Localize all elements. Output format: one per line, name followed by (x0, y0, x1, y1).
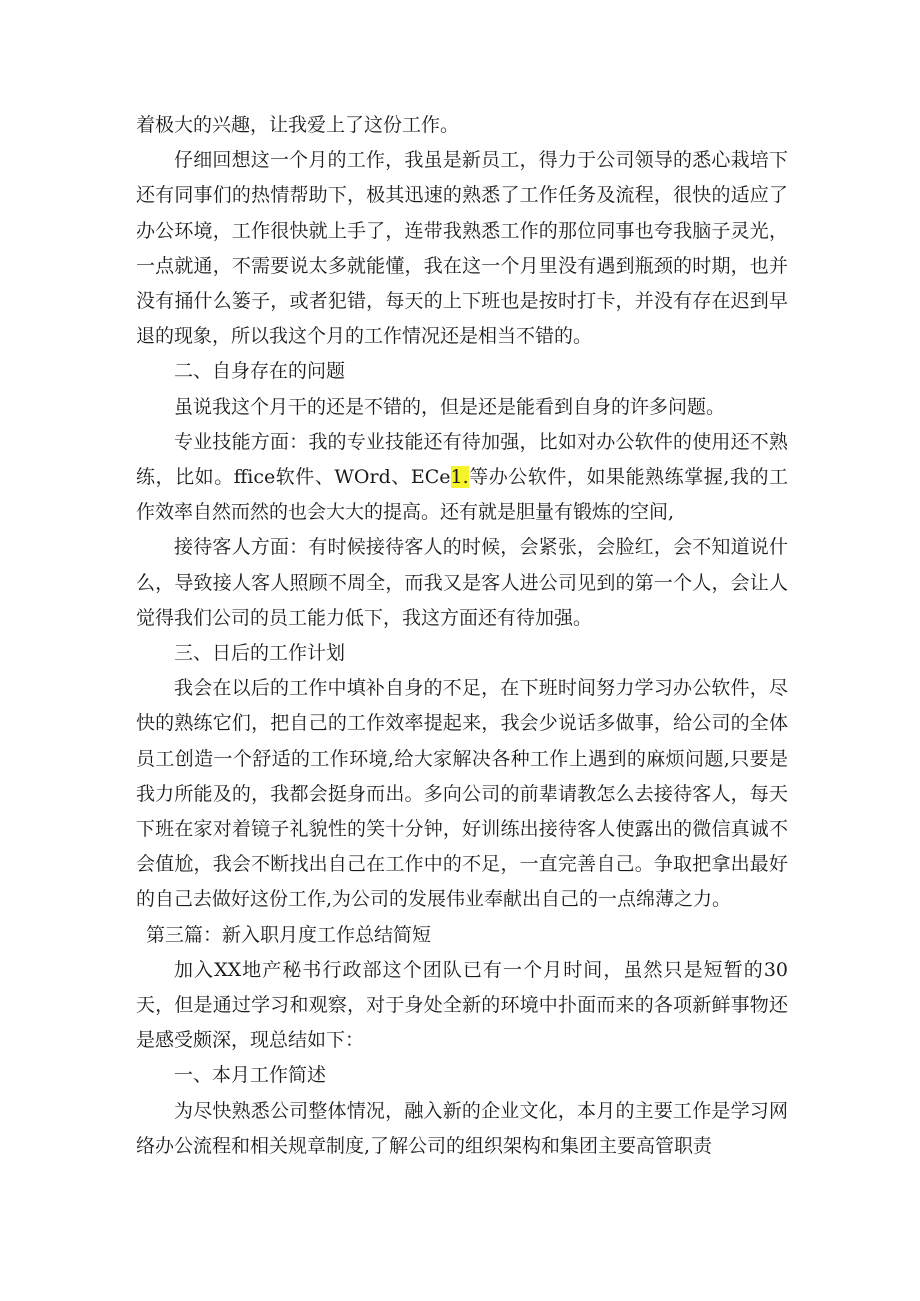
section-heading-summary: 一、本月工作简述 (174, 1064, 327, 1087)
paragraph-problems-intro: 虽说我这个月干的还是不错的，但是还是能看到自身的许多问题。 (174, 395, 726, 418)
section-heading-plan: 三、日后的工作计划 (174, 642, 346, 665)
section-heading-problems: 二、自身存在的问题 (174, 360, 346, 383)
paragraph-professional-skills (136, 425, 788, 531)
paragraph-continuation: 着极大的兴趣，让我爱上了这份工作。 (136, 114, 460, 136)
document-body (136, 108, 788, 1164)
paragraph-summary: 为尽快熟悉公司整体情况，融入新的企业文化，本月的主要工作是学习网络办公流程和相关规章制度,了解公司的组织架构和集团主要高管职责 (136, 1099, 788, 1157)
skills-text-after: 等办公软件，如果能熟练掌握,我的工作效率自然而然的也会大大的提高。还有就是胆量有锻炼的空间, (136, 466, 788, 524)
paragraph-month-review: 仔细回想这一个月的工作，我虽是新员工，得力于公司领导的悉心栽培下还有同事们的热情帮助下，极其迅速的熟悉了工作任务及流程，很快的适应了办公环境，工作很快就上手了，连带我熟悉工作的那位同事也夸我脑子灵光，一点就通，不需要说太多就能懂，我在这一个月里没有遇到瓶颈的时期，也并没有捅什么篓子，或者犯错，每天的上下班也是按时打卡，并没有存在迟到早退的现象，所以我这个月的工作情况还是相当不错的。 (136, 149, 788, 348)
article-title: 第三篇：新入职月度工作总结简短 (146, 923, 432, 946)
paragraph-team-intro: 加入XX地产秘书行政部这个团队已有一个月时间，虽然只是短暂的30天，但是通过学习和观察，对于身处全新的环境中扑面而来的各项新鲜事物还是感受颇深，现总结如下： (136, 958, 788, 1052)
highlighted-text: 1. (450, 466, 469, 489)
paragraph-reception: 接待客人方面：有时候接待客人的时候，会紧张，会脸红，会不知道说什么，导致接人客人照顾不周全，而我又是客人进公司见到的第一个人，会让人觉得我们公司的员工能力低下，我这方面还有待加强。 (136, 536, 788, 629)
paragraph-plan: 我会在以后的工作中填补自身的不足，在下班时间努力学习办公软件，尽快的熟练它们，把自己的工作效率提起来，我会少说话多做事，给公司的全体员工创造一个舒适的工作环境,给大家解决各种工作上遇到的麻烦问题,只要是我力所能及的，我都会挺身而出。多向公司的前辈请教怎么去接待客人，每天下班在家对着镜子礼貌性的笑十分钟，好训练出接待客人使露出的微信真诚不会值尬，我会不断找出自己在工作中的不足，一直完善自己。争取把拿出最好的自己去做好这份工作,为公司的发展伟业奉献出自己的一点绵薄之力。 (136, 677, 788, 911)
skills-text-before: 专业技能方面：我的专业技能还有待加强，比如对办公软件的使用还不熟练，比如。ffice软件、WOrd、ECe (136, 430, 788, 489)
